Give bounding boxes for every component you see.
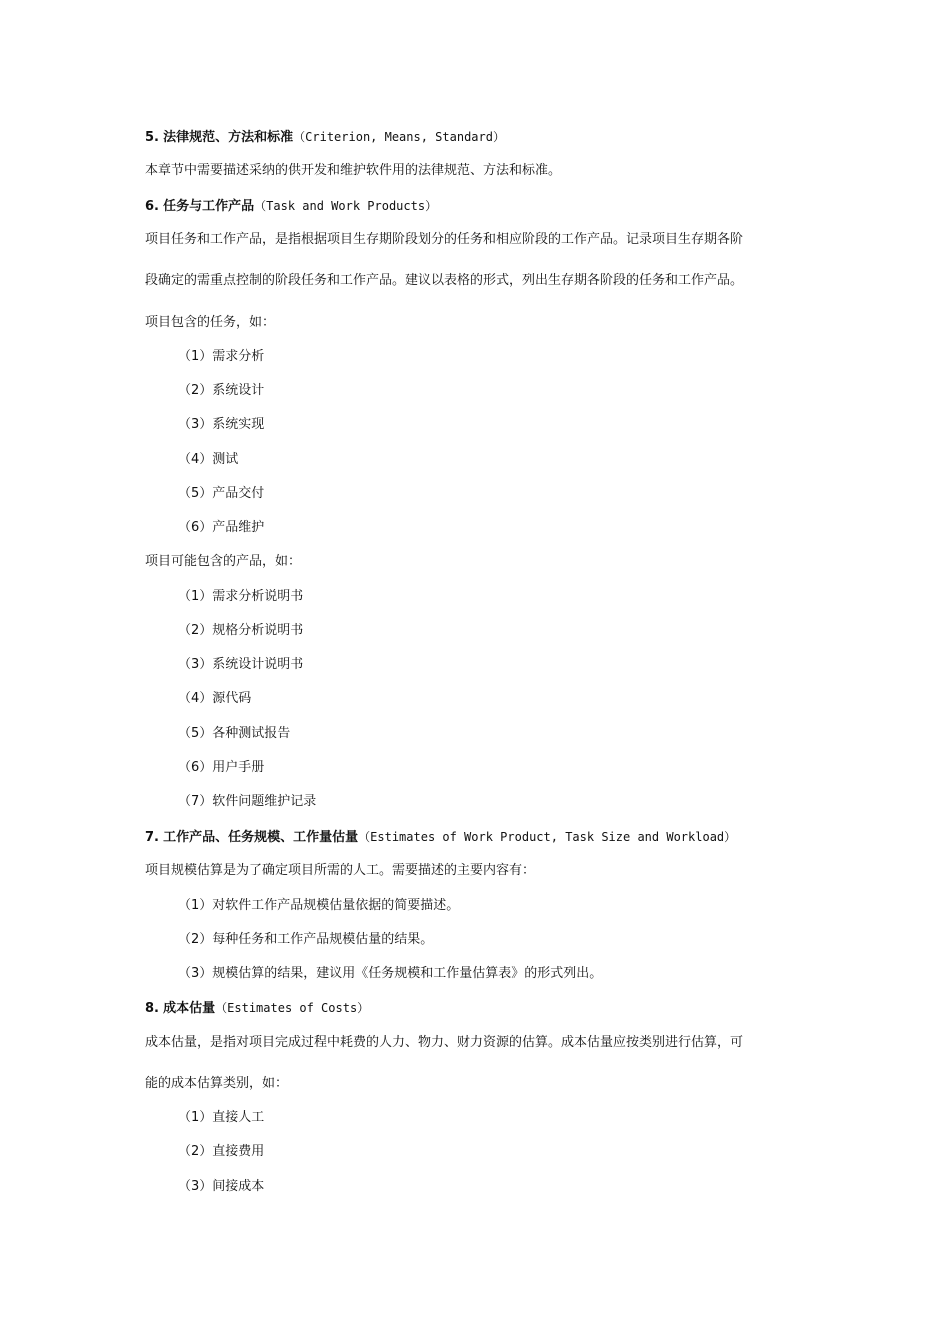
section-title: 成本估量 (163, 1001, 216, 1016)
section-8-heading (145, 999, 369, 1018)
section-6-paragraph-line-1: 项目任务和工作产品，是指根据项目生存期阶段划分的任务和相应阶段的工作产品。记录项目生存期各阶 (145, 232, 744, 247)
list-item: （6）用户手册 (178, 760, 265, 775)
section-title: 任务与工作产品 (163, 199, 255, 214)
section-6-heading (145, 197, 437, 216)
list-item: （2）直接费用 (178, 1144, 265, 1159)
section-number: 8. (145, 1001, 159, 1016)
section-8-paragraph-line-1: 成本估量，是指对项目完成过程中耗费的人力、物力、财力资源的估算。成本估量应按类别进行估算，可 (145, 1035, 744, 1050)
section-8-paragraph-line-2: 能的成本估算类别，如： (145, 1076, 289, 1091)
section-number: 7. (145, 830, 159, 845)
list-item: （5）产品交付 (178, 486, 265, 501)
tasks-intro: 项目包含的任务，如： (145, 315, 276, 330)
section-title-en: （Estimates of Work Product, Task Size and Workload） (358, 830, 737, 844)
list-item: （6）产品维护 (178, 520, 265, 535)
list-item: （3）系统设计说明书 (178, 657, 304, 672)
products-intro: 项目可能包含的产品，如： (145, 554, 302, 569)
section-7-heading (145, 828, 736, 847)
section-title-en: （Estimates of Costs） (215, 1001, 370, 1015)
list-item: （7）软件问题维护记录 (178, 794, 317, 809)
list-item: （1）需求分析说明书 (178, 589, 304, 604)
section-title-en: （Criterion, Means, Standard） (293, 130, 505, 144)
list-item: （1）直接人工 (178, 1110, 265, 1125)
section-title: 法律规范、方法和标准 (163, 130, 294, 145)
section-5-heading (145, 128, 505, 147)
list-item: （4）源代码 (178, 691, 252, 706)
section-number: 6. (145, 199, 159, 214)
section-7-body: 项目规模估算是为了确定项目所需的人工。需要描述的主要内容有： (145, 863, 536, 878)
list-item: （1）需求分析 (178, 349, 265, 364)
list-item: （3）系统实现 (178, 417, 265, 432)
section-title-en: （Task and Work Products） (254, 199, 438, 213)
section-title: 工作产品、任务规模、工作量估量 (163, 830, 359, 845)
section-number: 5. (145, 130, 159, 145)
list-item: （2）系统设计 (178, 383, 265, 398)
list-item: （2）每种任务和工作产品规模估量的结果。 (178, 932, 434, 947)
section-6-paragraph-line-2: 段确定的需重点控制的阶段任务和工作产品。建议以表格的形式，列出生存期各阶段的任务和工作产品。 (145, 273, 744, 288)
list-item: （3）间接成本 (178, 1179, 265, 1194)
section-5-body: 本章节中需要描述采纳的供开发和维护软件用的法律规范、方法和标准。 (145, 163, 562, 178)
list-item: （4）测试 (178, 452, 239, 467)
list-item: （5）各种测试报告 (178, 726, 291, 741)
list-item: （2）规格分析说明书 (178, 623, 304, 638)
list-item: （1）对软件工作产品规模估量依据的简要描述。 (178, 898, 460, 913)
list-item: （3）规模估算的结果，建议用《任务规模和工作量估算表》的形式列出。 (178, 966, 603, 981)
